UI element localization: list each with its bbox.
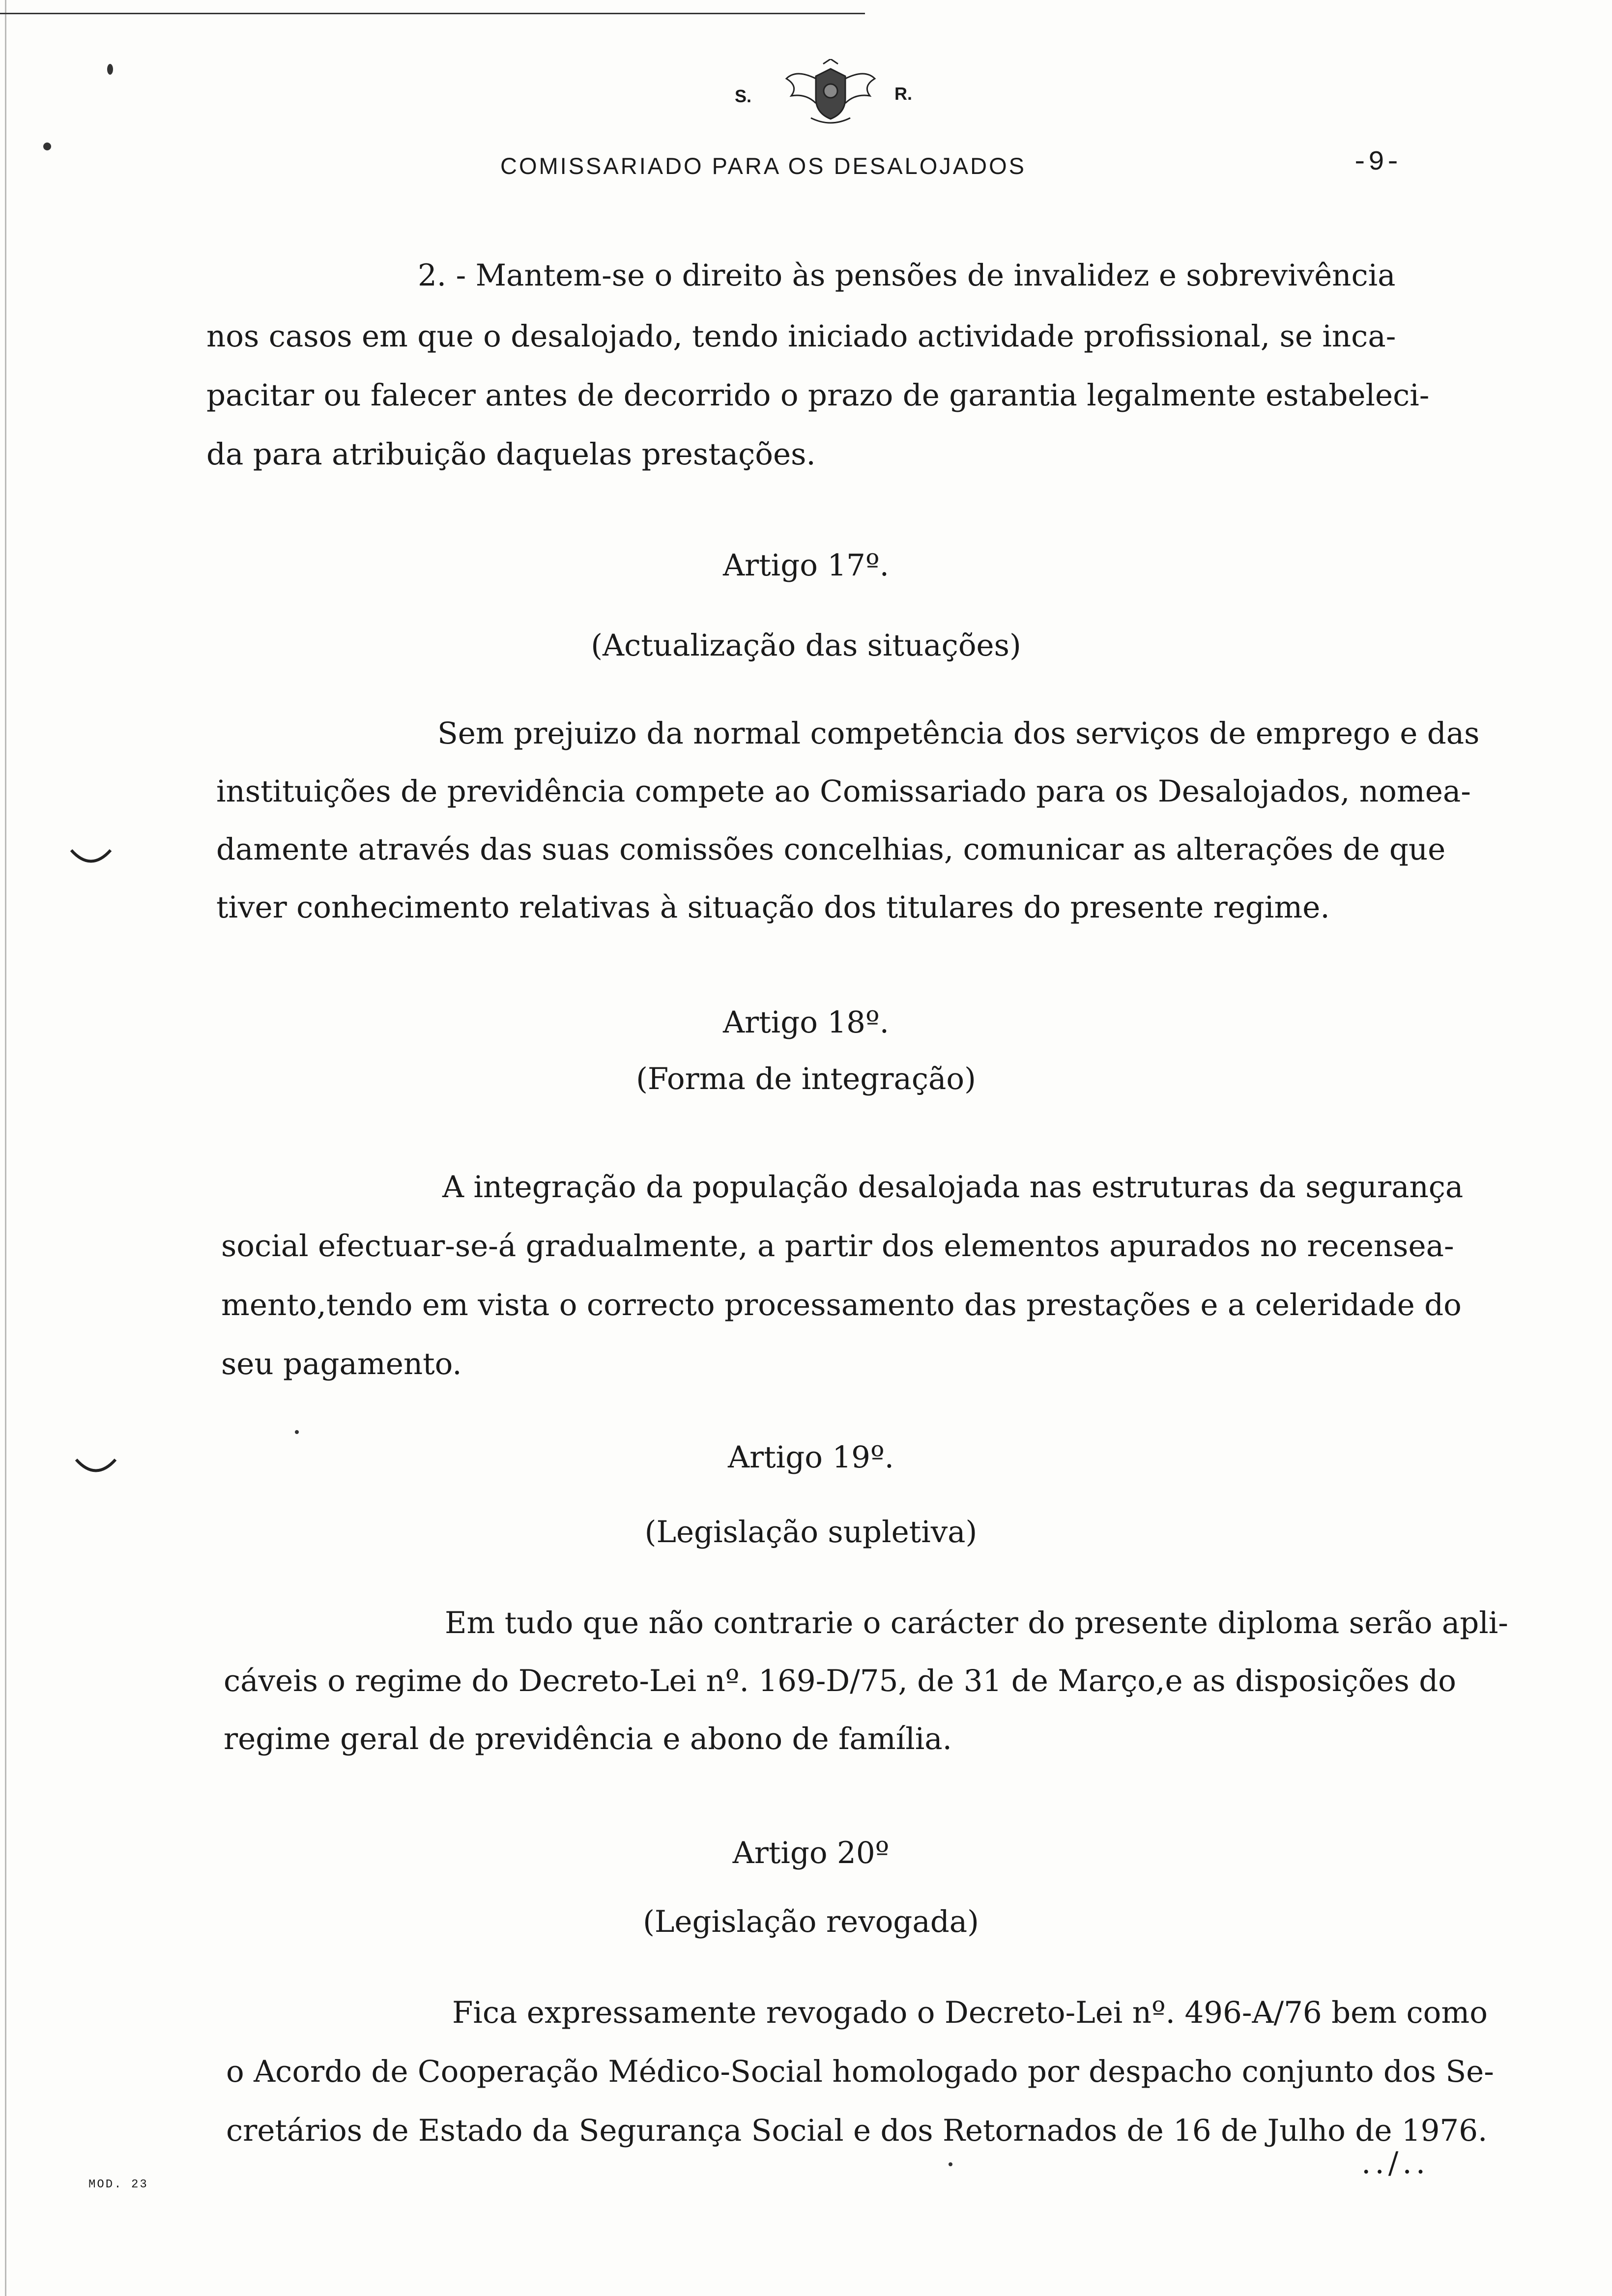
scan-speck [949, 2162, 952, 2166]
paragraph-line: cretários de Estado da Segurança Social e dos Retornados de 16 de Julho de 1976. [226, 2113, 1488, 2148]
letterhead-right-initial: R. [894, 84, 912, 104]
article-17-subtitle: (Actualização das situações) [591, 628, 1021, 663]
continuation-mark: ../.. [1361, 2146, 1430, 2181]
paragraph-line: cáveis o regime do Decreto-Lei nº. 169-D/75, de 31 de Março,e as disposições do [224, 1664, 1456, 1698]
letterhead-left-initial: S. [735, 86, 752, 106]
article-20-heading: Artigo 20º [732, 1836, 890, 1870]
paragraph-line: pacitar ou falecer antes de decorrido o prazo de garantia legalmente estabeleci- [206, 378, 1430, 413]
paragraph-line: A integração da população desalojada nas estruturas da segurança [442, 1170, 1464, 1205]
paragraph-line: Sem prejuizo da normal competência dos serviços de emprego e das [437, 716, 1480, 751]
punch-hole-icon [69, 845, 113, 870]
paragraph-line: damente através das suas comissões concelhias, comunicar as alterações de que [216, 832, 1446, 867]
page-number: -9- [1352, 146, 1401, 178]
article-17-heading: Artigo 17º. [722, 548, 890, 583]
paragraph-line: Em tudo que não contrarie o carácter do presente diploma serão apli- [445, 1606, 1508, 1640]
page-edge-shadow [5, 0, 6, 2296]
paragraph-line: instituições de previdência compete ao Comissariado para os Desalojados, nomea- [216, 774, 1471, 809]
scan-speck [107, 64, 113, 75]
paragraph-line: seu pagamento. [221, 1347, 462, 1381]
paragraph-line: da para atribuição daquelas prestações. [206, 437, 816, 472]
article-18-subtitle: (Forma de integração) [636, 1062, 976, 1096]
paragraph-line: social efectuar-se-á gradualmente, a partir dos elementos apurados no recensea- [221, 1229, 1454, 1263]
paragraph-line: mento,tendo em vista o correcto processamento das prestações e a celeridade do [221, 1288, 1462, 1322]
article-18-heading: Artigo 18º. [722, 1005, 890, 1040]
paragraph-line: tiver conhecimento relativas à situação dos titulares do presente regime. [216, 890, 1330, 925]
article-19-subtitle: (Legislação supletiva) [644, 1515, 978, 1550]
coat-of-arms-icon [777, 59, 885, 128]
paragraph-line: nos casos em que o desalojado, tendo iniciado actividade profissional, se inca- [206, 319, 1396, 354]
letterhead-title: COMISSARIADO PARA OS DESALOJADOS [500, 153, 1026, 179]
paragraph-line: regime geral de previdência e abono de família. [224, 1722, 952, 1756]
scan-speck [43, 143, 51, 150]
paragraph-line: o Acordo de Cooperação Médico-Social homologado por despacho conjunto dos Se- [226, 2054, 1494, 2089]
paragraph-line: Fica expressamente revogado o Decreto-Lei nº. 496-A/76 bem como [452, 1995, 1488, 2030]
letterhead [688, 59, 934, 123]
top-rule [0, 13, 865, 14]
paragraph-line: 2. - Mantem-se o direito às pensões de invalidez e sobrevivência [418, 258, 1396, 293]
article-20-subtitle: (Legislação revogada) [643, 1904, 979, 1939]
form-code: MOD. 23 [88, 2178, 148, 2191]
article-19-heading: Artigo 19º. [727, 1440, 894, 1475]
punch-hole-icon [74, 1455, 118, 1479]
scan-speck [295, 1430, 299, 1434]
